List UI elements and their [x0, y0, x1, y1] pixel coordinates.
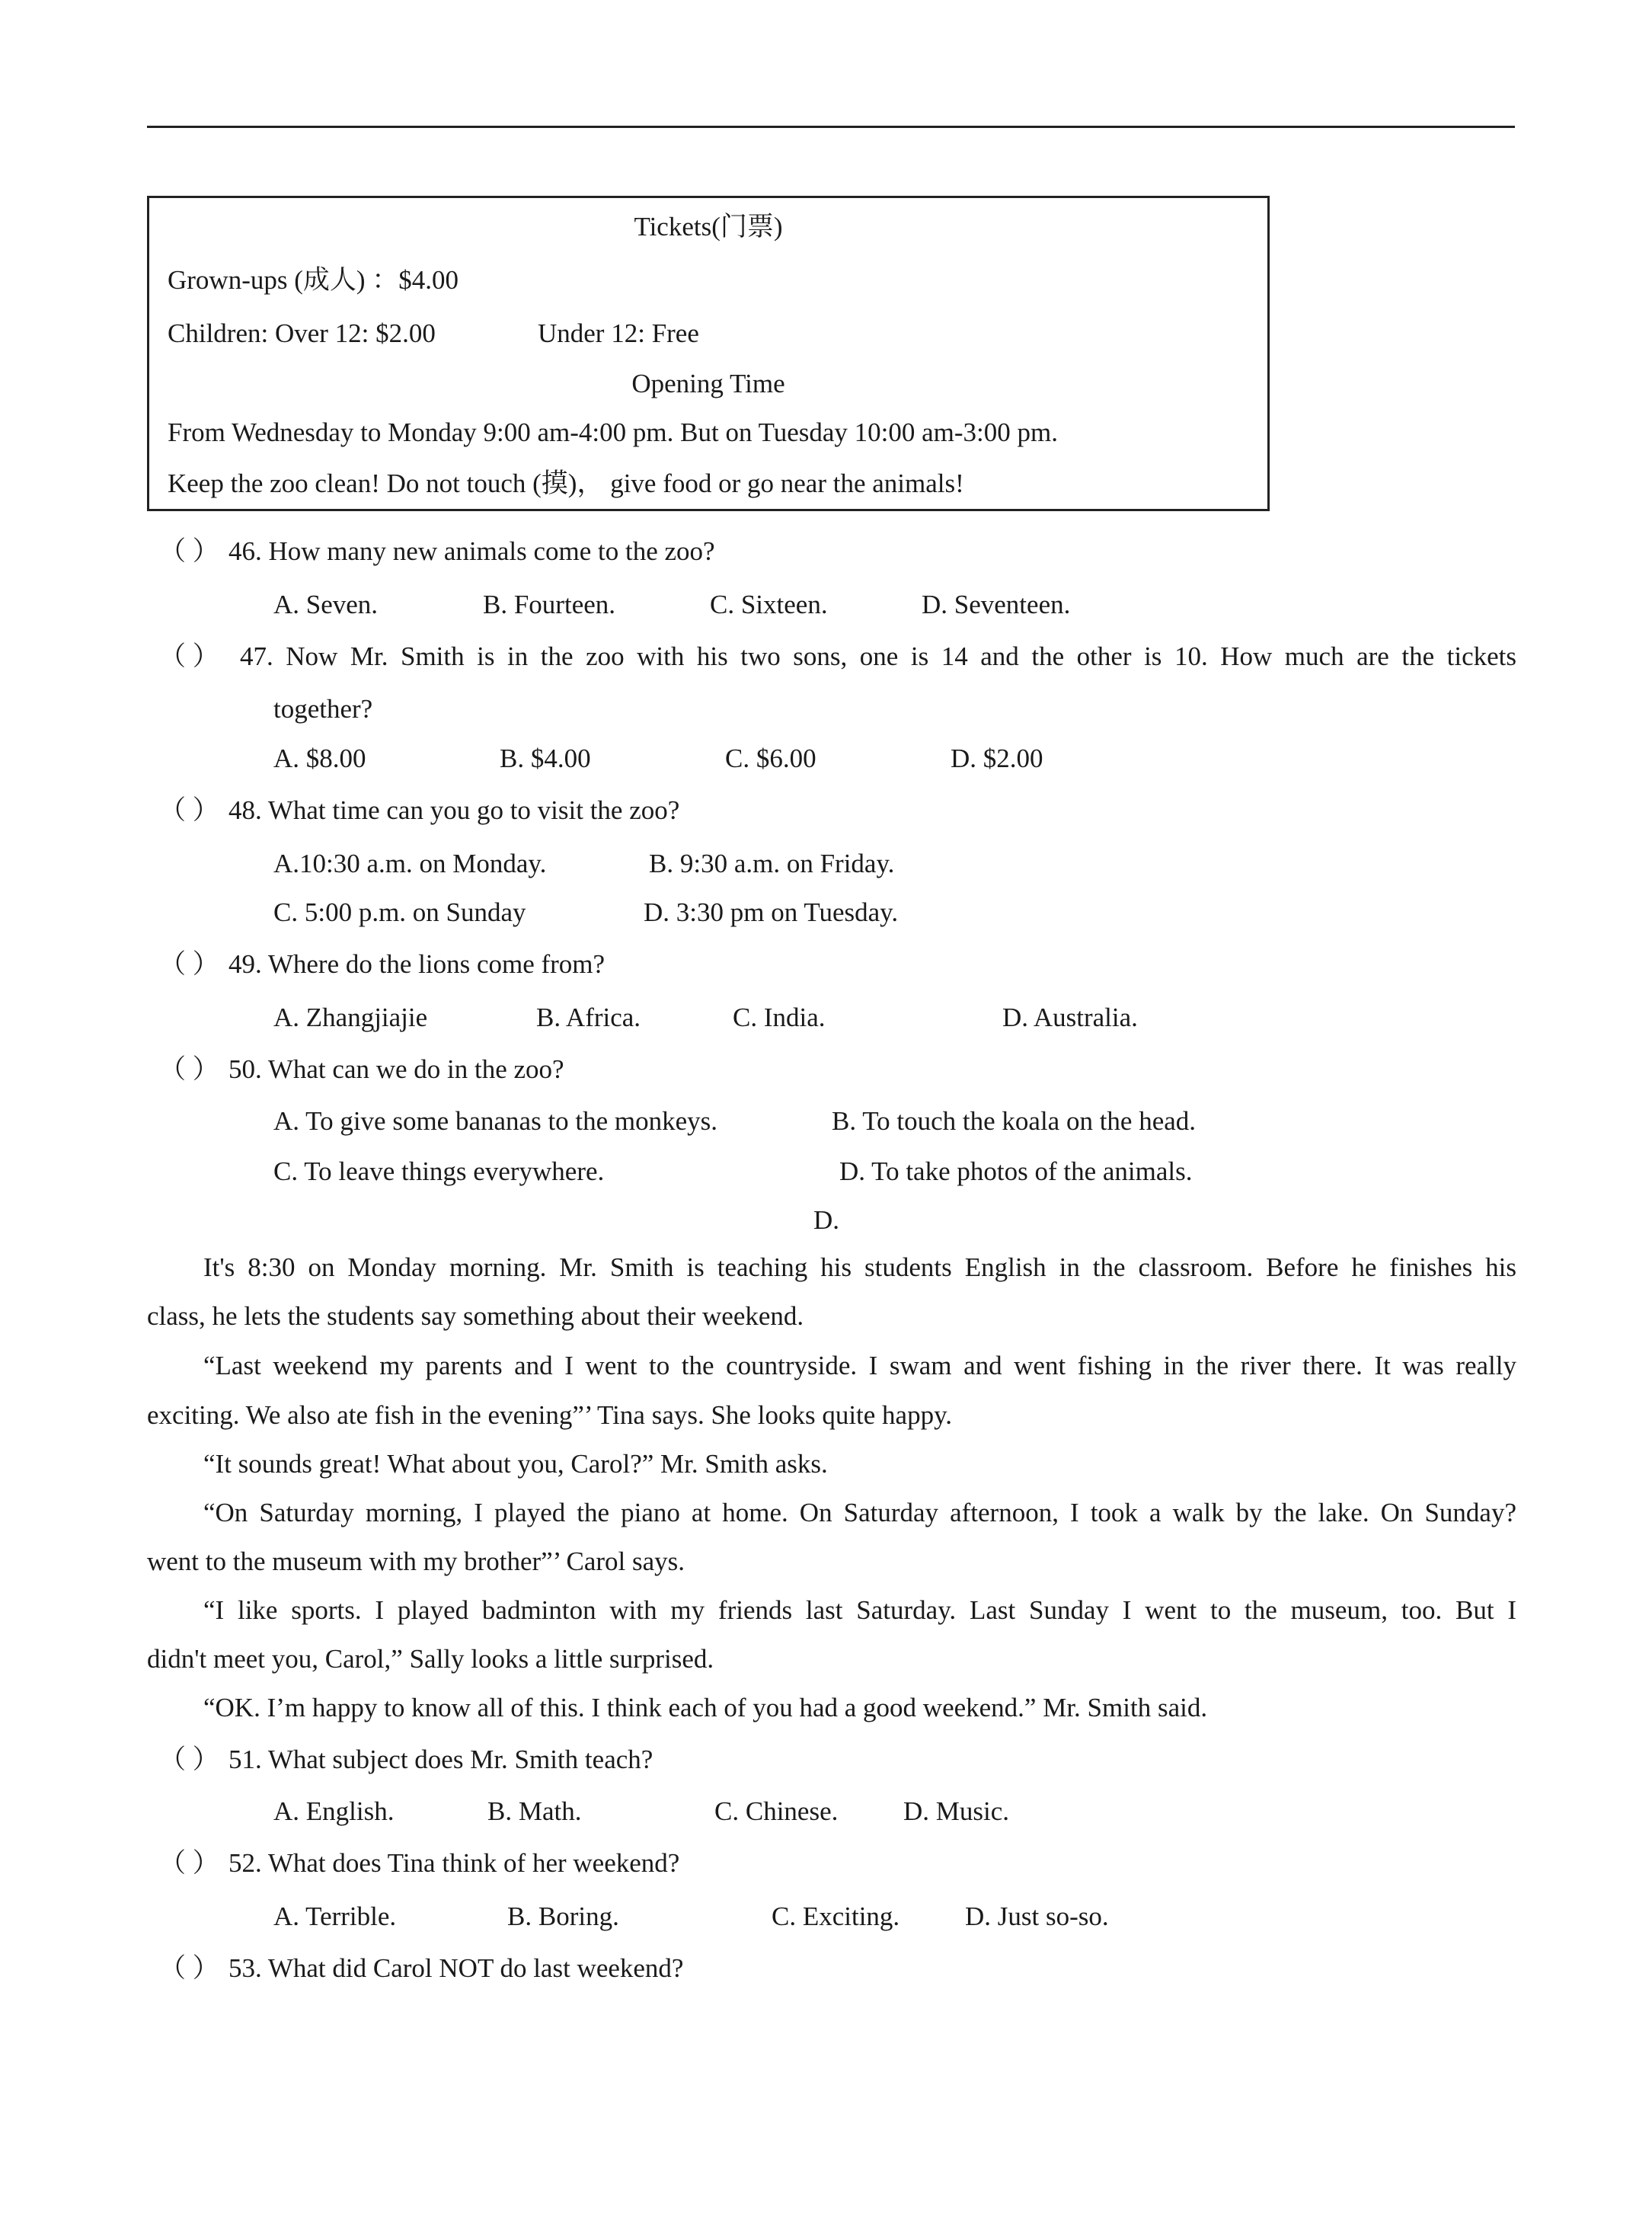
option: C. Exciting.	[772, 1901, 900, 1931]
grownups-price: Grown-ups (成人) ：$4.00	[168, 265, 459, 295]
passage-line: It's 8:30 on Monday morning. Mr. Smith is teaching his students English in the classroom. Before he finishes his	[203, 1252, 1516, 1282]
option: B. Africa.	[536, 1003, 641, 1032]
option: B. Math.	[487, 1796, 582, 1826]
option: B. To touch the koala on the head.	[832, 1106, 1197, 1136]
answer-bracket[interactable]: （ ）	[159, 1745, 219, 1774]
question-46: 46. How many new animals come to the zoo?	[228, 536, 715, 566]
zoo-notice-box	[147, 196, 1270, 511]
option: D. 3:30 pm on Tuesday.	[644, 897, 899, 927]
option: C. $6.00	[725, 744, 816, 773]
option: C. Sixteen.	[710, 590, 828, 619]
answer-bracket[interactable]: （ ）	[159, 949, 219, 979]
option: B. 9:30 a.m. on Friday.	[649, 849, 895, 878]
question-53: 53. What did Carol NOT do last weekend?	[228, 1953, 684, 1983]
opening-hours: From Wednesday to Monday 9:00 am-4:00 pm. But on Tuesday 10:00 am-3:00 pm.	[168, 417, 1058, 447]
option: C. Chinese.	[714, 1796, 839, 1826]
passage-line: class, he lets the students say something about their weekend.	[147, 1301, 804, 1331]
option: C. 5:00 p.m. on Sunday	[273, 897, 526, 927]
option: B. Fourteen.	[483, 590, 616, 619]
question-51: 51. What subject does Mr. Smith teach?	[228, 1745, 653, 1774]
option: D. Seventeen.	[922, 590, 1071, 619]
option: A. Zhangjiajie	[273, 1003, 428, 1032]
answer-bracket[interactable]: （ ）	[159, 1054, 219, 1084]
children-under-price: Under 12: Free	[538, 318, 699, 348]
opening-title: Opening Time	[631, 369, 785, 398]
option: A. Terrible.	[273, 1901, 397, 1931]
question-50: 50. What can we do in the zoo?	[228, 1054, 564, 1084]
passage-line: went to the museum with my brother”’ Carol says.	[147, 1546, 685, 1576]
option: D. Australia.	[1002, 1003, 1138, 1032]
answer-bracket[interactable]: （ ）	[159, 1848, 219, 1878]
option: C. To leave things everywhere.	[273, 1156, 605, 1186]
option: A. Seven.	[273, 590, 379, 619]
option: C. India.	[733, 1003, 826, 1032]
option: B. $4.00	[500, 744, 591, 773]
zoo-rules: Keep the zoo clean! Do not touch (摸)， give food or go near the animals!	[168, 469, 964, 498]
question-48: 48. What time can you go to visit the zoo?	[228, 795, 680, 825]
option: D. To take photos of the animals.	[839, 1156, 1193, 1186]
option: D. Just so-so.	[965, 1901, 1109, 1931]
passage-line: didn't meet you, Carol,” Sally looks a little surprised.	[147, 1644, 714, 1674]
answer-bracket[interactable]: （ ）	[159, 795, 219, 825]
section-d-heading: D.	[813, 1205, 840, 1235]
header-rule	[147, 126, 1515, 128]
passage-line: “Last weekend my parents and I went to the countryside. I swam and went fishing in the river there. It was really	[203, 1351, 1516, 1380]
option: A. $8.00	[273, 744, 366, 773]
question-52: 52. What does Tina think of her weekend?	[228, 1848, 680, 1878]
answer-bracket[interactable]: （ ）	[159, 641, 219, 671]
option: A. To give some bananas to the monkeys.	[273, 1106, 718, 1136]
option: D. Music.	[903, 1796, 1010, 1826]
passage-line: “I like sports. I played badminton with my friends last Saturday. Last Sunday I went to the museum, too. But I	[203, 1595, 1516, 1625]
question-49: 49. Where do the lions come from?	[228, 949, 606, 979]
passage-line: “OK. I’m happy to know all of this. I think each of you had a good weekend.” Mr. Smith said.	[203, 1693, 1208, 1722]
question-47: 47. Now Mr. Smith is in the zoo with his two sons, one is 14 and the other is 10. How much are the tickets	[240, 641, 1516, 671]
answer-bracket[interactable]: （ ）	[159, 536, 219, 566]
passage-line: “It sounds great! What about you, Carol?” Mr. Smith asks.	[203, 1449, 828, 1479]
passage-line: “On Saturday morning, I played the piano at home. On Saturday afternoon, I took a walk by the lake. On Sunday?	[203, 1498, 1516, 1527]
tickets-title: Tickets(门票)	[634, 212, 783, 241]
option: D. $2.00	[951, 744, 1043, 773]
children-over-price: Children: Over 12: $2.00	[168, 318, 436, 348]
answer-bracket[interactable]: （ ）	[159, 1953, 219, 1983]
option: B. Boring.	[507, 1901, 619, 1931]
option: A.10:30 a.m. on Monday.	[273, 849, 547, 878]
passage-line: exciting. We also ate fish in the evening”’ Tina says. She looks quite happy.	[147, 1400, 953, 1430]
question-47-cont: together?	[273, 694, 373, 724]
option: A. English.	[273, 1796, 395, 1826]
